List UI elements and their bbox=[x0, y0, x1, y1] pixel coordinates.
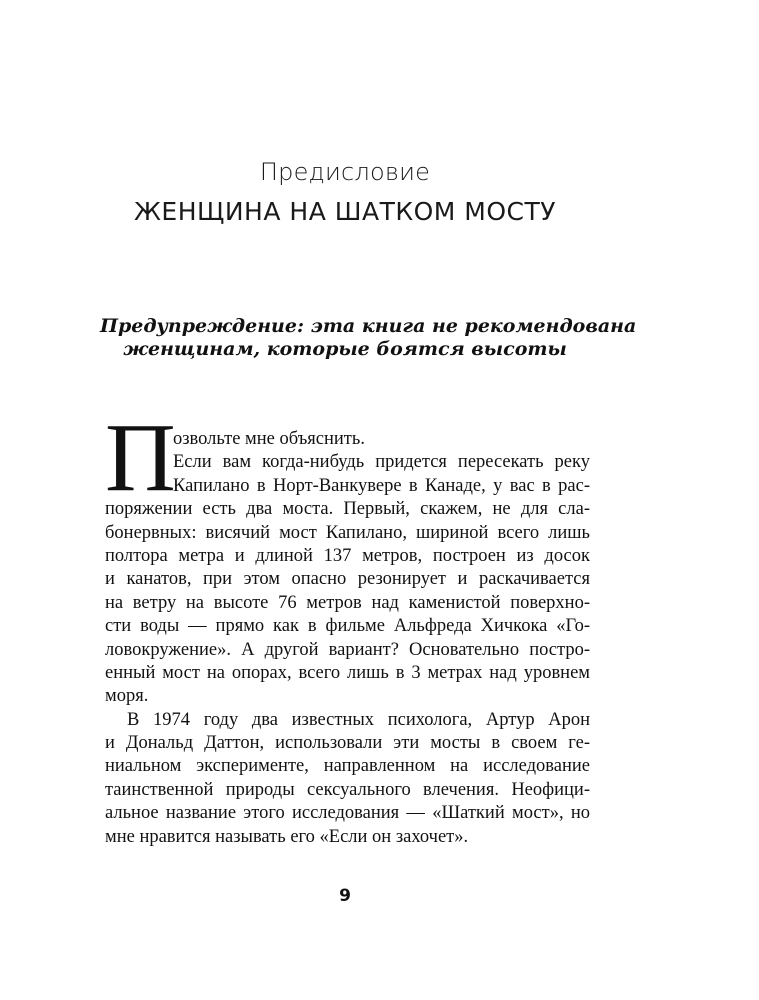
paragraph-line: таинственной природы сексуального влечения. Неофици- bbox=[105, 779, 590, 800]
paragraph-line: ниальном эксперименте, направленном на исследование bbox=[105, 756, 590, 777]
paragraph bbox=[105, 428, 590, 709]
paragraph-line: В 1974 году два известных психолога, Артур Арон bbox=[127, 709, 590, 730]
epigraph bbox=[100, 313, 637, 361]
paragraph-line: енный мост на опорах, всего лишь в 3 метрах над уровнем bbox=[105, 662, 590, 683]
paragraph-line: поряжении есть два моста. Первый, скажем, не для сла- bbox=[105, 499, 590, 520]
epigraph-line: женщинам, которые боятся высоты bbox=[123, 338, 567, 361]
paragraph bbox=[105, 709, 590, 849]
paragraph-line: и Дональд Даттон, использовали эти мосты в своем ге- bbox=[105, 733, 590, 754]
paragraph-line: ловокружение». А другой вариант? Основательно постро- bbox=[105, 639, 590, 660]
paragraph-line: полтора метра и длиной 137 метров, построен из досок bbox=[105, 545, 590, 566]
paragraph-line: бонервных: висячий мост Капилано, шириной всего лишь bbox=[105, 522, 590, 543]
epigraph-line: Предупреждение: эта книга не рекомендована bbox=[100, 315, 637, 337]
paragraph-line: мне нравится называть его «Если он захочет». bbox=[105, 826, 469, 847]
paragraph-line: озвольте мне объяснить. bbox=[173, 429, 365, 449]
paragraph-line: моря. bbox=[105, 686, 149, 707]
paragraph-line: альное название этого исследования — «Шаткий мост», но bbox=[105, 803, 590, 824]
drop-cap: П bbox=[105, 404, 176, 512]
paragraph-line: Если вам когда-нибудь придется пересекать реку bbox=[173, 452, 590, 473]
paragraph-line: на ветру на высоте 76 метров над каменистой поверхно- bbox=[105, 592, 590, 613]
body-text bbox=[105, 428, 590, 849]
chapter-title: ЖЕНЩИНА НА ШАТКОМ МОСТУ bbox=[133, 197, 557, 226]
page-number: 9 bbox=[339, 886, 351, 906]
chapter-label: Предисловие bbox=[259, 158, 431, 186]
paragraph-line: и канатов, при этом опасно резонирует и раскачивается bbox=[105, 569, 590, 590]
paragraph-line: сти воды — прямо как в фильме Альфреда Хичкока «Го- bbox=[105, 616, 590, 637]
paragraph-line: Капилано в Норт-Ванкувере в Канаде, у вас в рас- bbox=[173, 475, 590, 496]
